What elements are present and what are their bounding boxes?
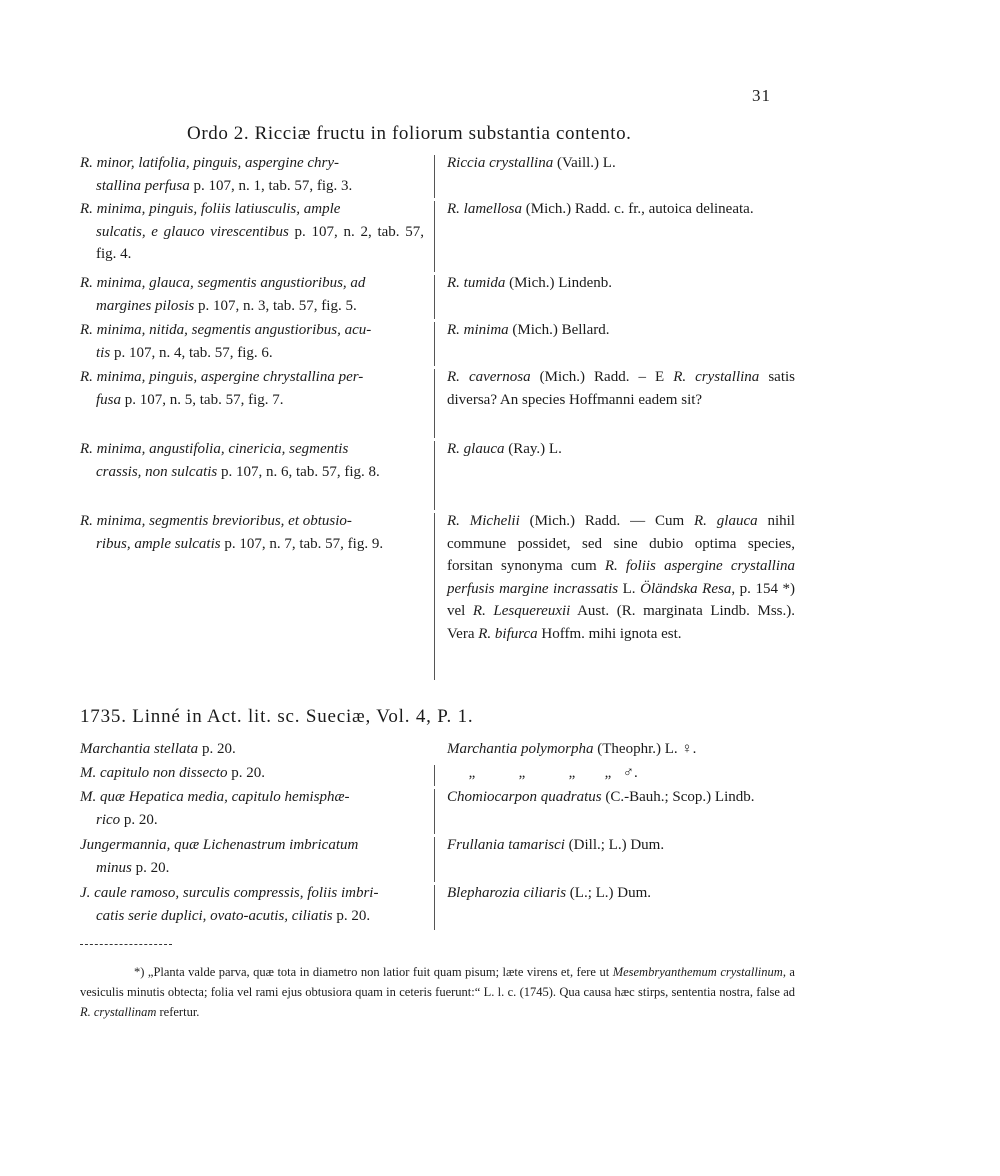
section2-heading: 1735. Linné in Act. lit. sc. Sueciæ, Vol. 4, P. 1. (80, 706, 474, 727)
left-entry: M. capitulo non dissecto p. 20. (80, 765, 265, 781)
column-divider (434, 789, 435, 834)
column-divider (434, 741, 435, 762)
column-divider (434, 441, 435, 510)
column-divider (434, 765, 435, 786)
table-row (80, 319, 795, 366)
table-row (80, 786, 795, 834)
left-entry: Marchantia stellata p. 20. (80, 741, 236, 757)
table-row (80, 272, 795, 319)
left-entry: R. minima, segmentis brevioribus, et obtusio- ribus, ample sulcatis p. 107, n. 7, tab. 57, fig. 9. (80, 513, 384, 552)
table-row (80, 198, 795, 272)
table-row (80, 510, 795, 680)
page-number: 31 (752, 86, 771, 105)
right-entry: Frullania tamarisci (Dill.; L.) Dum. (447, 837, 665, 853)
right-entry: R. lamellosa (Mich.) Radd. c. fr., autoica delineata. (447, 201, 754, 217)
left-entry: R. minima, pinguis, aspergine chrystallina per- fusa p. 107, n. 5, tab. 57, fig. 7. (80, 369, 364, 408)
left-entry: R. minima, nitida, segmentis angustioribus, acu- tis p. 107, n. 4, tab. 57, fig. 6. (80, 322, 372, 361)
footnote: *) „Planta valde parva, quæ tota in diametro non latior fuit quam pisum; læte virens et, fere ut Mesembryanthemum crystallinum, a vesiculis minutis obtecta; folia vel rami ejus obtusiora quam in ceteris fuerunt:“ L. l. c. (1745). Qua causa hæc stirps, sententia nostra, false ad R. crystallinam refertur. (80, 965, 795, 1019)
column-divider (434, 155, 435, 198)
left-entry: J. caule ramoso, surculis compressis, foliis imbri- catis serie duplici, ovato-acutis, ciliatis p. 20. (80, 885, 379, 924)
right-entry: Marchantia polymorpha (Theophr.) L. ♀. (447, 741, 697, 757)
left-entry: R. minima, pinguis, foliis latiusculis, ample sulcatis, e glauco virescentibus p. 107, n. 2, tab. 57, fig. 4. (80, 201, 424, 262)
left-entry: Jungermannia, quæ Lichenastrum imbricatum minus p. 20. (80, 837, 359, 876)
table-row (80, 762, 795, 786)
left-entry: R. minima, glauca, segmentis angustioribus, ad margines pilosis p. 107, n. 3, tab. 57, fig. 5. (80, 275, 366, 314)
column-divider (434, 275, 435, 319)
ditto-mark: „ (604, 765, 612, 781)
right-entry: R. cavernosa (Mich.) Radd. – E R. crystallina satis diversa? An species Hoffmanni eadem sit? (447, 369, 796, 408)
right-entry: R. Michelii (Mich.) Radd. — Cum R. glauca nihil commune possidet, sed sine dubio optima species, forsitan synonyma cum R. foliis aspergine crystallina perfusis margine incrassatis L. Öländska Resa, p. 154 *) vel R. Lesquereuxii Aust. (R. marginata Lindb. Mss.). Vera R. bifurca Hoffm. mihi ignota est. (447, 513, 796, 642)
column-divider (434, 201, 435, 272)
table-row (80, 366, 795, 438)
table-row (80, 438, 795, 510)
ditto-mark: „ (568, 765, 576, 781)
left-entry: M. quæ Hepatica media, capitulo hemisphæ- rico p. 20. (80, 789, 350, 828)
right-entry: „ „ „ „ ♂. (439, 762, 795, 786)
right-entry: R. glauca (Ray.) L. (447, 441, 562, 457)
column-divider (434, 885, 435, 930)
table-row (80, 152, 795, 198)
ordo-heading: Ordo 2. Ricciæ fructu in foliorum substantia contento. (187, 123, 632, 144)
column-divider (434, 322, 435, 366)
section1-table (80, 152, 795, 680)
ditto-mark: „ (468, 765, 476, 781)
column-divider (434, 837, 435, 882)
table-row (80, 882, 795, 930)
ditto-mark: „ (518, 765, 526, 781)
right-entry: Chomiocarpon quadratus (C.-Bauh.; Scop.) Lindb. (447, 789, 755, 805)
right-entry: R. minima (Mich.) Bellard. (447, 322, 610, 338)
column-divider (434, 513, 435, 680)
right-entry: Blepharozia ciliaris (L.; L.) Dum. (447, 885, 652, 901)
right-entry: R. tumida (Mich.) Lindenb. (447, 275, 612, 291)
right-entry: Riccia crystallina (Vaill.) L. (447, 155, 616, 171)
left-entry: R. minor, latifolia, pinguis, aspergine chry- stallina perfusa p. 107, n. 1, tab. 57, fig. 3. (80, 155, 353, 194)
table-row (80, 738, 795, 762)
table-row (80, 834, 795, 882)
section2-table (80, 738, 795, 930)
footnote-rule (80, 944, 172, 945)
left-entry: R. minima, angustifolia, cinericia, segmentis crassis, non sulcatis p. 107, n. 6, tab. 57, fig. 8. (80, 441, 380, 480)
column-divider (434, 369, 435, 438)
